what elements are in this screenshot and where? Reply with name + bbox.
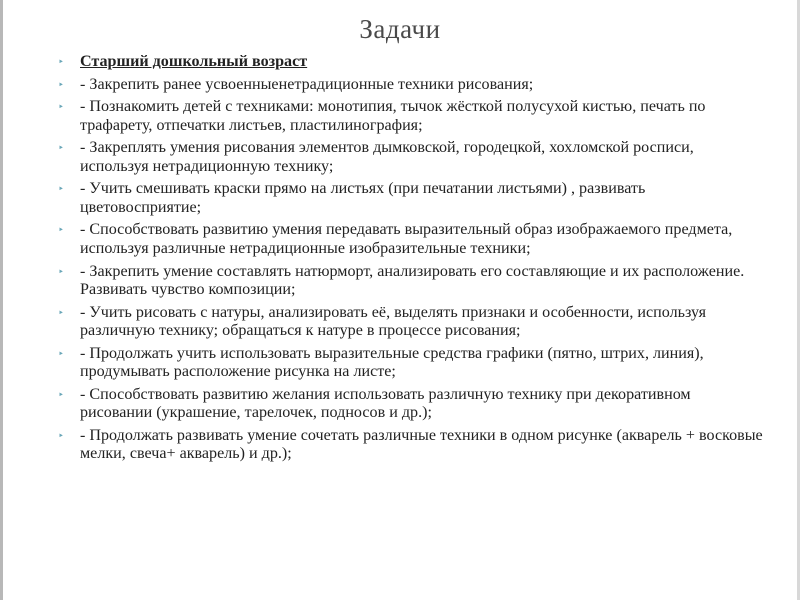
chevron-right-icon: ‣ — [58, 389, 64, 401]
list-item-text: - Закреплять умения рисования элементов дымковской, городецкой, хохломской росписи, используя нетрадиционную технику; — [80, 139, 694, 175]
list-item — [58, 427, 763, 464]
list-item-text: - Закрепить умение составлять натюрморт, анализировать его составляющие и их расположение. Развивать чувство композиции; — [80, 262, 745, 299]
list-item — [58, 139, 763, 176]
list-item-text: - Продолжать учить использовать выразительные средства графики (пятно, штрих, линия), продумывать расположение рисунка на листе; — [80, 344, 704, 381]
list-item — [58, 345, 763, 382]
list-item-text: - Закрепить ранее усвоенныенетрадиционные техники рисования; — [80, 75, 534, 93]
list-item-text: - Учить смешивать краски прямо на листьях (при печатании листьями) , развивать цветовосприятие; — [80, 180, 646, 216]
list-item — [58, 98, 763, 135]
list-item-heading — [58, 53, 763, 72]
chevron-right-icon: ‣ — [58, 348, 64, 360]
list-item — [58, 386, 763, 423]
list-item-text: - Способствовать развитию желания использовать различную технику при декоративном рисовании (украшение, тарелочек, подносов и др.); — [80, 385, 691, 422]
list-item-text: - Продолжать развивать умение сочетать различные техники в одном рисунке (акварель + восковые мелки, свеча+ акварель) и др.); — [80, 426, 763, 463]
list-item — [58, 263, 763, 300]
list-item-text: - Учить рисовать с натуры, анализировать её, выделять признаки и особенности, используя различную технику; обращаться к натуре в процессе рисования; — [80, 303, 707, 340]
list-item-text: - Познакомить детей с техниками: монотипия, тычок жёсткой полусухой кистью, печать по трафарету, отпечатки листьев, пластилинография; — [80, 98, 706, 134]
chevron-right-icon: ‣ — [58, 184, 64, 196]
chevron-right-icon: ‣ — [58, 266, 64, 278]
chevron-right-icon: ‣ — [58, 307, 64, 319]
chevron-right-icon: ‣ — [58, 225, 64, 237]
chevron-right-icon: ‣ — [58, 79, 64, 91]
left-border-bar — [0, 0, 3, 600]
section-heading: Старший дошкольный возраст — [80, 53, 308, 70]
list-item — [58, 180, 763, 217]
task-list — [58, 53, 763, 468]
list-item — [58, 304, 763, 341]
list-item — [58, 221, 763, 258]
list-item-text: - Способствовать развитию умения передавать выразительный образ изображаемого предмета, используя различные нетрадиционные изобразительные техники; — [80, 221, 733, 257]
chevron-right-icon: ‣ — [58, 143, 64, 155]
list-item — [58, 76, 763, 95]
chevron-right-icon: ‣ — [58, 102, 64, 114]
chevron-right-icon: ‣ — [58, 57, 64, 68]
slide-title: Задачи — [359, 14, 441, 44]
chevron-right-icon: ‣ — [58, 430, 64, 442]
